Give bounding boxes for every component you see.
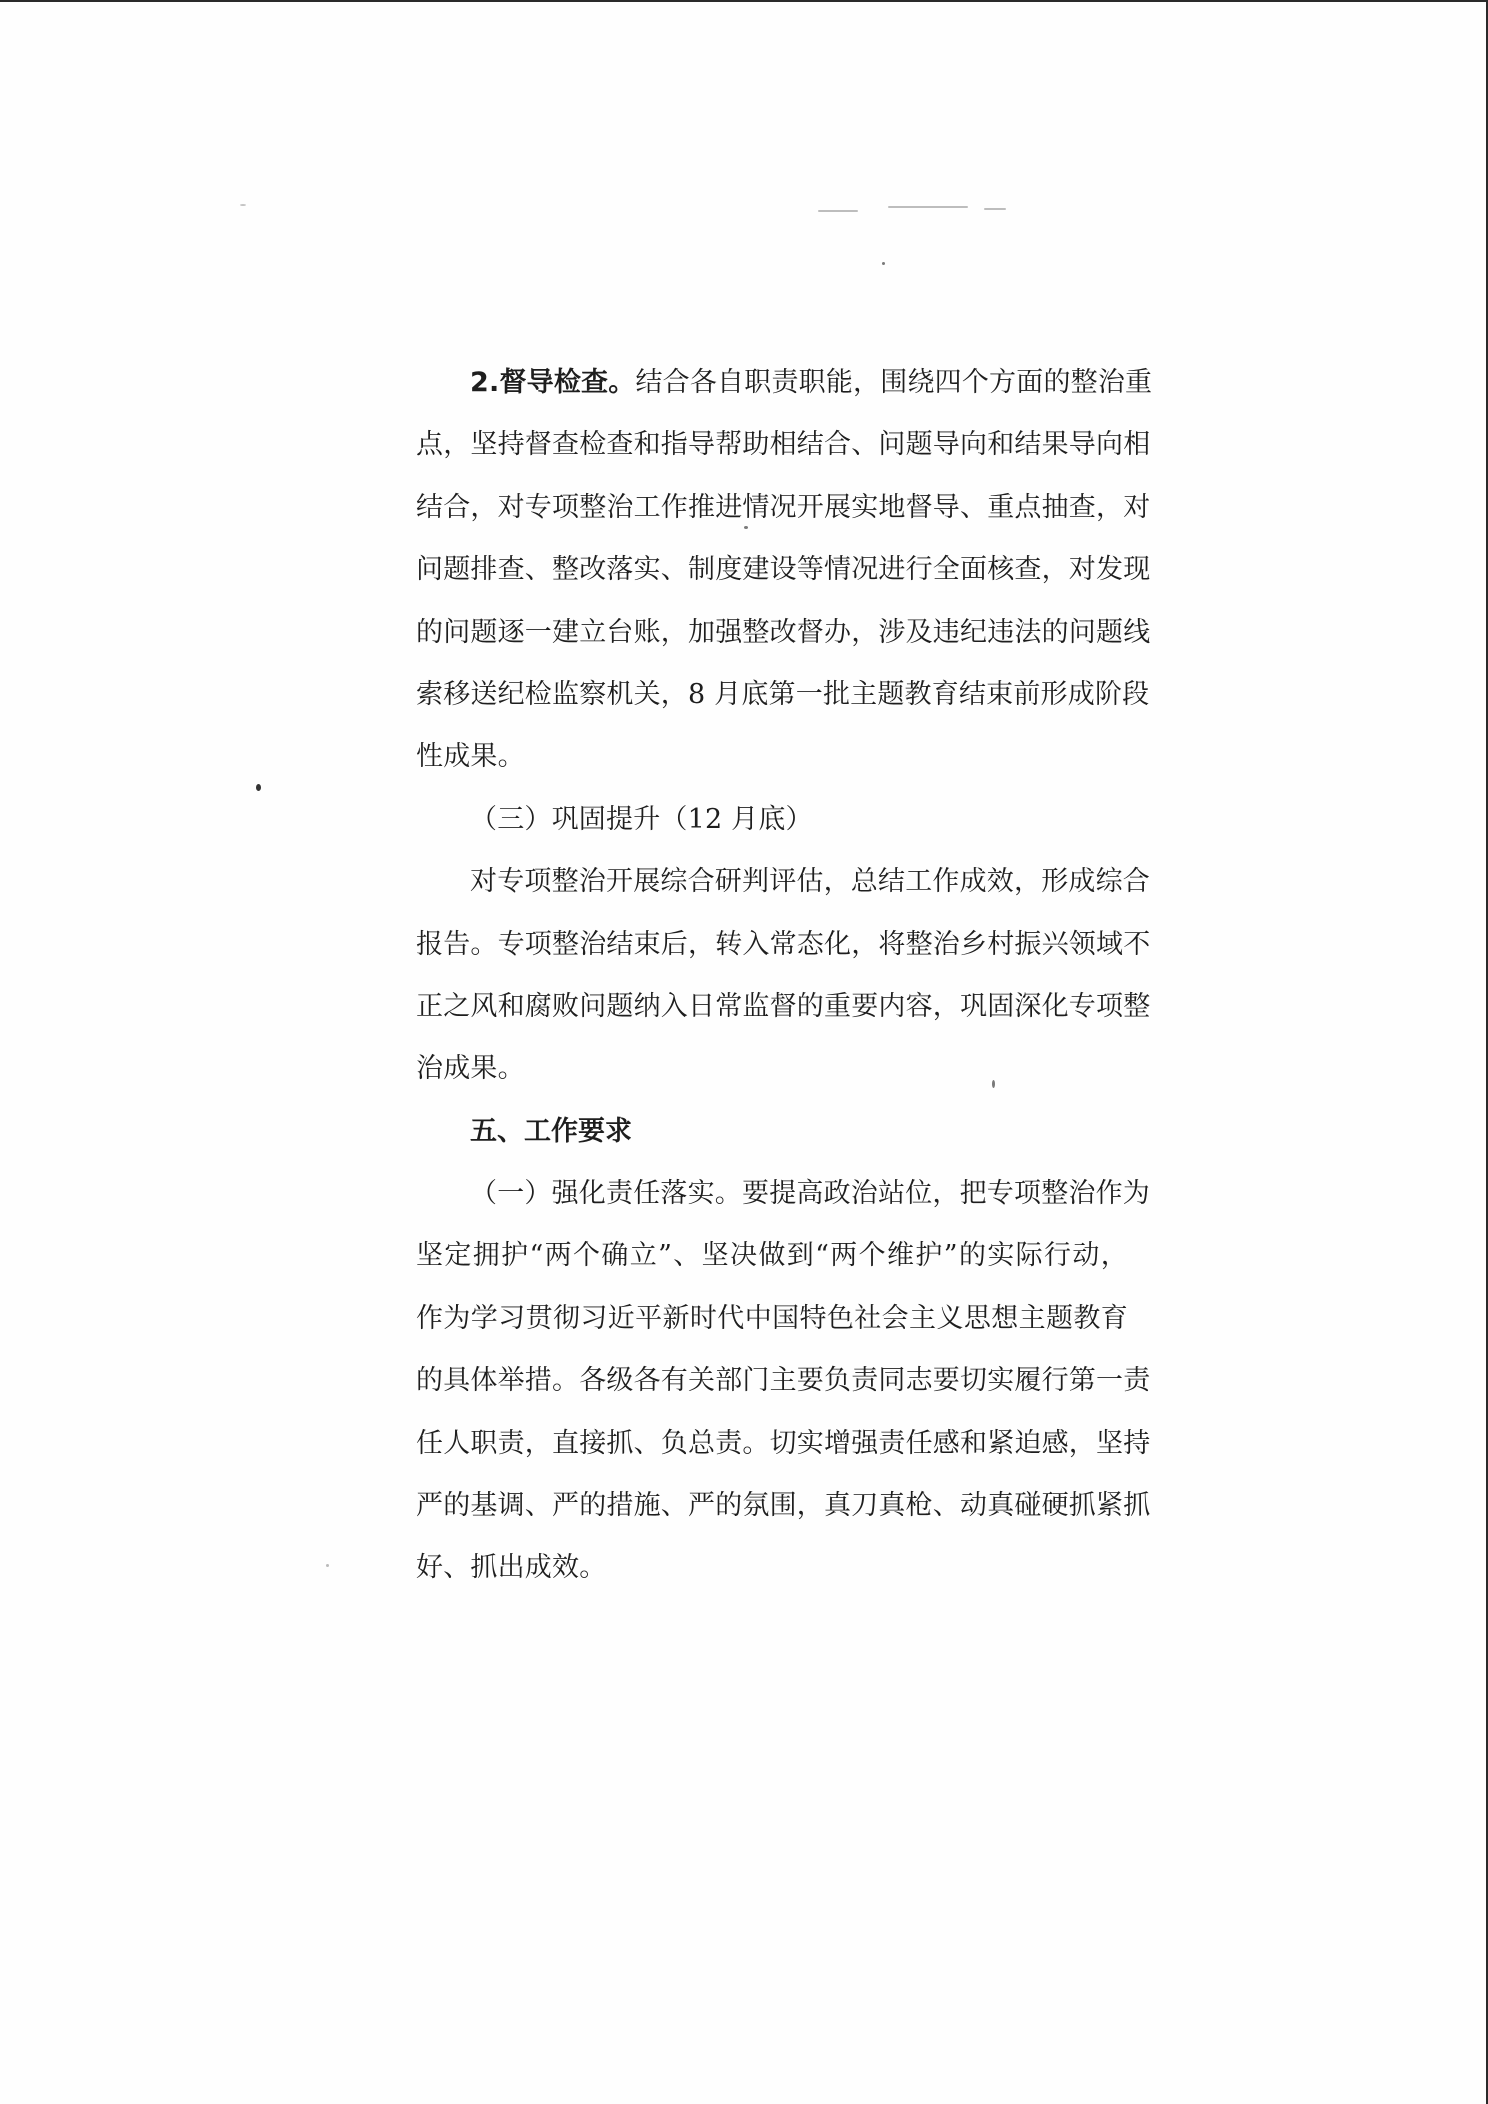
paragraph-1-line-1: [416, 352, 1153, 414]
paragraph-2-line: 正之风和腐败问题纳入日常监督的重要内容，巩固深化专项整: [416, 990, 1151, 1022]
paragraph-1-line: 的问题逐一建立台账，加强整改督办，涉及违纪违法的问题线: [416, 616, 1151, 648]
paragraph-1-line: 索移送纪检监察机关，8 月底第一批主题教育结束前形成阶段: [416, 678, 1150, 710]
scan-speck: [882, 262, 885, 265]
paragraph-2-line: 对专项整治开展综合研判评估，总结工作成效，形成综合: [470, 866, 1150, 898]
scan-speck: [326, 1564, 329, 1567]
paragraph-3-line: 的具体举措。各级各有关部门主要负责同志要切实履行第一责: [416, 1365, 1151, 1397]
paragraph-1-line: 性成果。: [416, 741, 525, 773]
scan-smudge: [818, 210, 858, 212]
paragraph-3-line: 坚定拥护“两个确立”、坚决做到“两个维护”的实际行动，: [416, 1240, 1128, 1272]
scan-smudge: [984, 208, 1006, 210]
paragraph-3-line: 严的基调、严的措施、严的氛围，真刀真枪、动真碰硬抓紧抓: [416, 1490, 1151, 1522]
paragraph-1-line: 点，坚持督查检查和指导帮助相结合、问题导向和结果导向相: [416, 429, 1151, 461]
paragraph-1-line: 问题排查、整改落实、制度建设等情况进行全面核查，对发现: [416, 554, 1151, 586]
scan-edge-top: [0, 0, 1488, 2]
paragraph-2-line: 报告。专项整治结束后，转入常态化，将整治乡村振兴领域不: [416, 928, 1151, 960]
paragraph-2-line: 治成果。: [416, 1053, 525, 1085]
paragraph-3-line: 好、抓出成效。: [416, 1552, 607, 1584]
scan-speck: [240, 204, 246, 206]
paragraph-1-line-text: 结合各自职责职能，围绕四个方面的整治重: [635, 367, 1153, 398]
document-body: [416, 352, 1153, 1600]
paragraph-3-line: （一）强化责任落实。要提高政治站位，把专项整治作为: [470, 1178, 1150, 1210]
paragraph-3-line: 任人职责，直接抓、负总责。切实增强责任感和紧迫感，坚持: [416, 1427, 1151, 1459]
paragraph-3-line: 作为学习贯彻习近平新时代中国特色社会主义思想主题教育: [416, 1302, 1128, 1334]
paragraph-1-line: 结合，对专项整治工作推进情况开展实地督导、重点抽查，对: [416, 491, 1151, 523]
scan-smudge: [888, 206, 968, 208]
section-heading: 五、工作要求: [470, 1115, 632, 1147]
scan-speck: [256, 784, 261, 791]
paragraph-1-lead: 2.督导检查。: [470, 367, 636, 398]
subheading-3: （三）巩固提升（12 月底）: [470, 803, 813, 835]
